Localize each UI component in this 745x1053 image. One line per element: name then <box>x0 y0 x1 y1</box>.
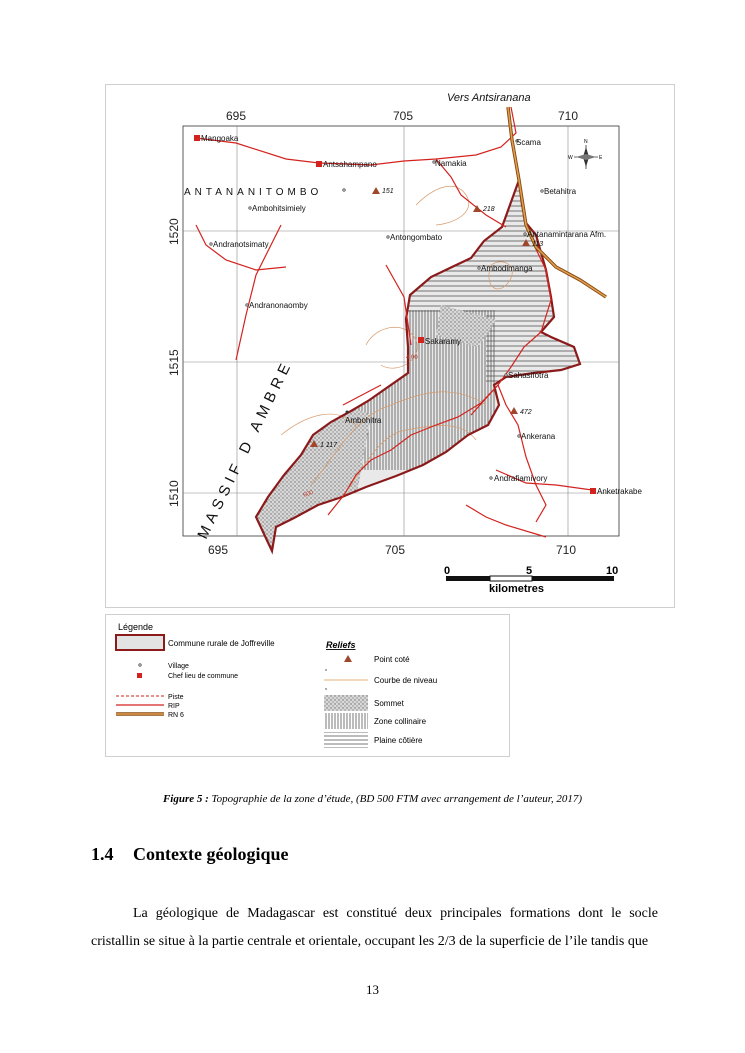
y-tick-1520: 1520 <box>167 218 181 245</box>
legend-commune: Commune rurale de Joffreville <box>168 639 275 648</box>
svg-text:10: 10 <box>606 565 619 577</box>
svg-text:kilometres: kilometres <box>489 583 545 595</box>
place-label: Sakaramy <box>425 337 462 346</box>
page-number: 13 <box>366 982 379 997</box>
section-heading <box>91 844 288 865</box>
svg-text:151: 151 <box>382 188 394 195</box>
legend-village: Village <box>168 663 189 670</box>
svg-text:N: N <box>584 139 588 145</box>
section-title: Contexte géologique <box>133 844 289 864</box>
point-cote-icon <box>344 655 352 662</box>
section-number: 1.4 <box>91 844 114 864</box>
svg-text:1 117: 1 117 <box>320 442 337 449</box>
legend-rn6: RN 6 <box>168 712 184 719</box>
figure-caption-text: Topographie de la zone d’étude, (BD 500 FTM avec arrangement de l’auteur, 2017) <box>208 793 583 805</box>
legend-reliefs-title: Reliefs <box>326 640 356 650</box>
place-label: Andranotsimaty <box>213 240 269 249</box>
legend-sommet: Sommet <box>374 699 404 708</box>
legend-chef-lieu: Chef lieu de commune <box>168 673 239 680</box>
map-top-label: Vers Antsiranana <box>447 92 531 104</box>
svg-text:E: E <box>599 155 603 161</box>
place-label: Namakia <box>435 159 467 168</box>
figure-caption-label: Figure 5 : <box>162 793 209 805</box>
x-tick-top-705: 705 <box>393 109 414 123</box>
place-label: Betahitra <box>544 187 577 196</box>
legend-rip: RIP <box>168 703 180 710</box>
topography-map <box>105 84 675 608</box>
y-tick-1510: 1510 <box>167 480 181 507</box>
svg-text:113: 113 <box>532 241 544 248</box>
legend-plaine-cotiere: Plaine côtière <box>374 736 423 745</box>
svg-text:218: 218 <box>483 206 495 213</box>
place-label: Andranonaomby <box>249 301 308 310</box>
svg-text:0: 0 <box>444 565 451 577</box>
zone-collinaire-swatch <box>324 713 368 729</box>
place-label: Ambohitra <box>345 416 382 425</box>
x-tick-bottom-695: 695 <box>208 543 229 557</box>
scale-bar <box>444 565 618 595</box>
place-label: Ankerana <box>521 432 556 441</box>
x-tick-top-710: 710 <box>558 109 579 123</box>
place-label: Antongombato <box>390 233 443 242</box>
svg-text:4 00: 4 00 <box>406 355 418 361</box>
north-arrow-icon <box>568 139 603 169</box>
map-canvas <box>106 85 676 609</box>
chef-lieu-icon <box>137 673 142 678</box>
legend-canvas <box>106 615 511 758</box>
place-label: Anketrakabe <box>597 487 642 496</box>
massif-label: MASSIF D AMBRE <box>194 356 297 542</box>
svg-text:472: 472 <box>520 409 532 416</box>
village-icon <box>139 664 142 667</box>
svg-text:5: 5 <box>526 565 533 577</box>
y-tick-1515: 1515 <box>167 349 181 376</box>
legend-point-cote: Point coté <box>374 655 410 664</box>
place-label: Antanamintarana Afm. <box>527 230 607 239</box>
plaine-cotiere-swatch <box>324 732 368 748</box>
place-label: Scama <box>516 138 541 147</box>
place-label: Andrafiamivory <box>494 474 548 483</box>
region-label: ANTANANITOMBO <box>184 187 323 198</box>
legend-zone-collinaire: Zone collinaire <box>374 717 427 726</box>
place-label: Mangoaka <box>201 134 239 143</box>
place-label: Ambodimanga <box>481 264 533 273</box>
legend-courbe: Courbe de niveau <box>374 676 438 685</box>
x-tick-top-695: 695 <box>226 109 247 123</box>
map-legend <box>105 614 510 757</box>
sommet-swatch <box>324 695 368 711</box>
svg-text:W: W <box>568 155 573 161</box>
place-label: Antsahampano <box>323 160 377 169</box>
place-label: Sahasifotra <box>508 371 549 380</box>
x-tick-bottom-705: 705 <box>385 543 406 557</box>
place-label: Ambohitsimiely <box>252 204 306 213</box>
legend-title: Légende <box>118 622 154 632</box>
x-tick-bottom-710: 710 <box>556 543 577 557</box>
section-paragraph: La géologique de Madagascar est constitué deux principales formations dont le socle cristallin se situe à la partie centrale et orientale, occupant les 2/3 de la superficie de l’ile tandis que <box>91 906 658 949</box>
legend-piste: Piste <box>168 694 184 701</box>
svg-text:600: 600 <box>302 489 315 499</box>
commune-swatch <box>116 635 164 650</box>
figure-caption <box>0 793 745 805</box>
